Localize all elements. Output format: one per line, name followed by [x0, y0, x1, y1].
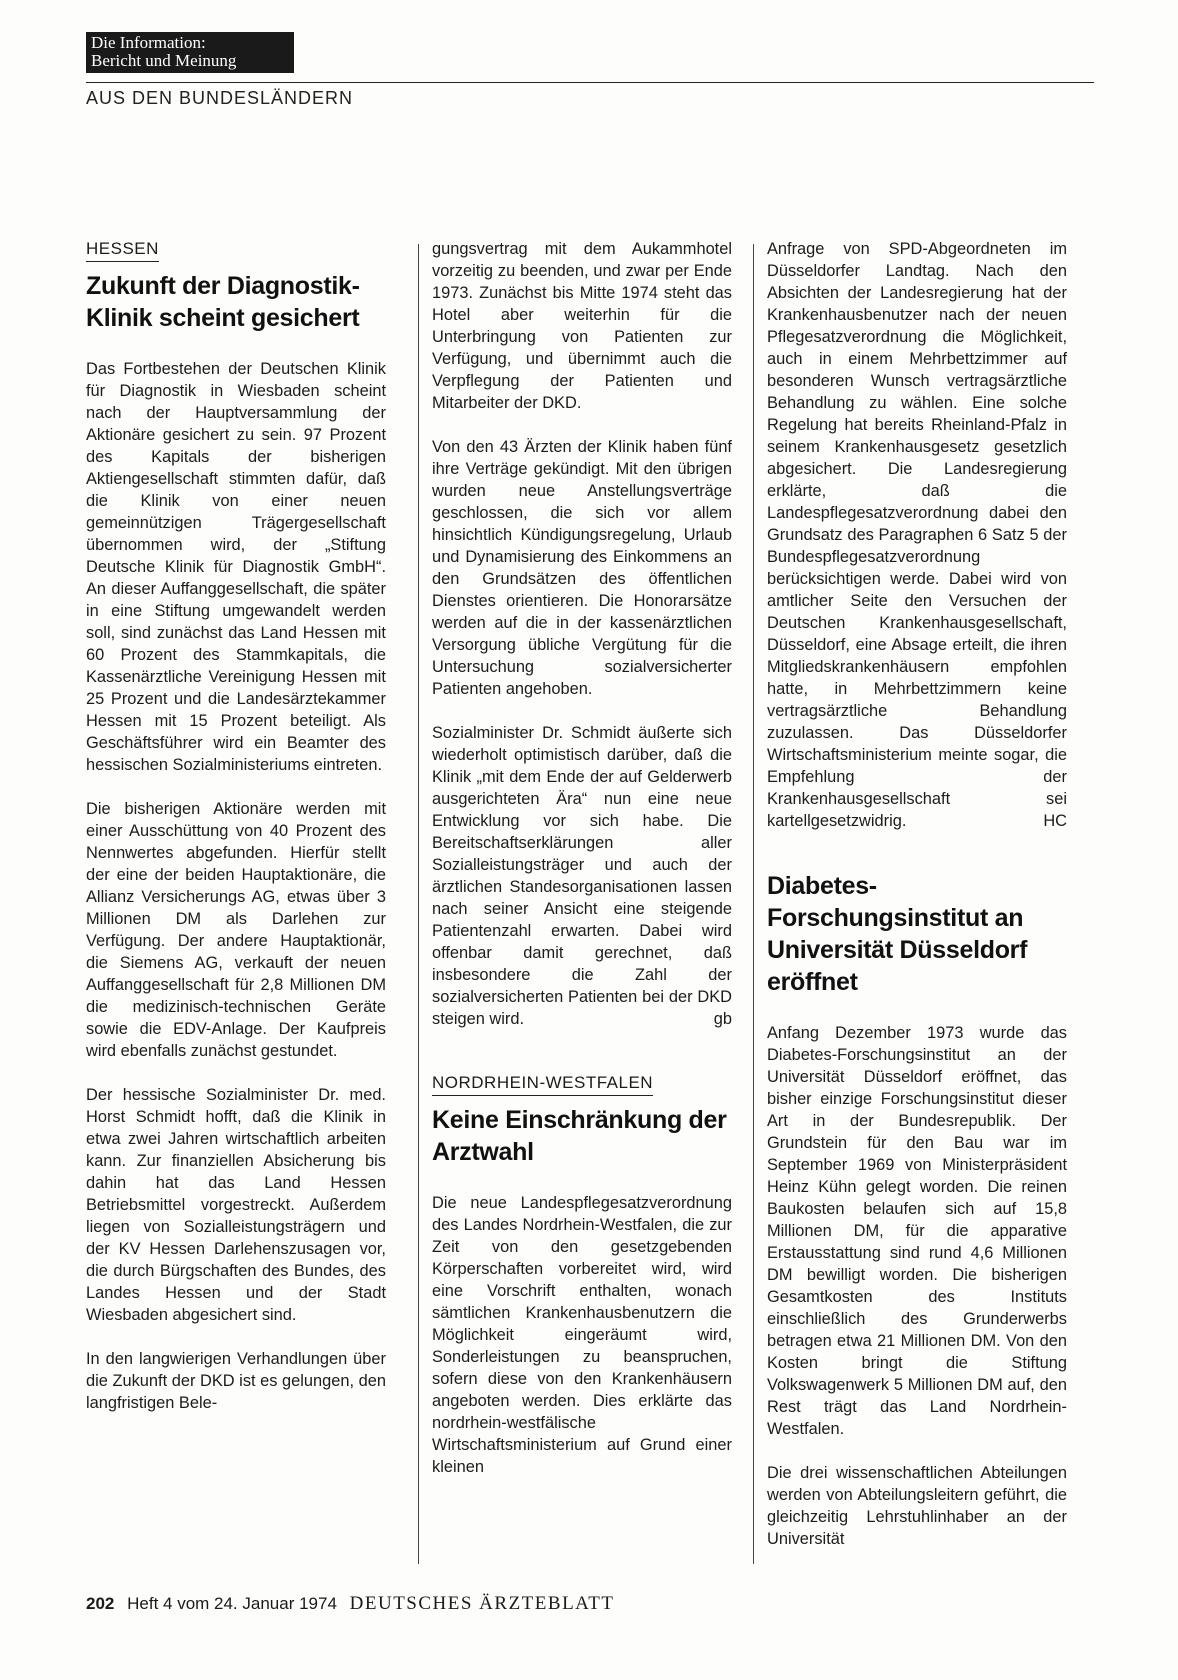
header-rule: [86, 82, 1094, 83]
issue-info: Heft 4 vom 24. Januar 1974: [127, 1594, 337, 1613]
paragraph: Von den 43 Ärzten der Klinik haben fünf ihre Verträge gekündigt. Mit den übrigen wurden neue Anstellungsverträge geschlossen, die sich vor allem hinsichtlich Kündigungsregelung, Urlaub und Dynamisierung des Einkommens an den Grundsätzen des öffentlichen Dienstes orientieren. Die Honorarsätze werden auf die in der kassenärztlichen Versorgung übliche Vergütung für die Untersuchung sozialversicherter Patienten angehoben.: [432, 438, 732, 698]
headline-arztwahl: Keine Einschränkung der Arztwahl: [432, 1106, 727, 1166]
headline-diagnostik-klinik: Zukunft der Diagnostik-Klinik scheint gesichert: [86, 272, 360, 332]
paragraph: [767, 238, 1067, 832]
column-2: [432, 238, 732, 1500]
paragraph: Die bisherigen Aktionäre werden mit einer Ausschüttung von 40 Prozent des Nennwertes abgefunden. Hierfür stellt der eine der beiden Hauptaktionäre, die Allianz Versicherungs AG, etwas über 3 Millionen DM als Darlehen zur Verfügung. Der andere Hauptaktionär, die Siemens AG, verkauft der neuen Auffanggesellschaft für 2,8 Millionen DM die medizinisch-technischen Geräte sowie die EDV-Anlage. Der Kaufpreis wird ebenfalls zunächst gestundet.: [86, 800, 386, 1060]
paragraph: Die neue Landespflegesatzverordnung des Landes Nordrhein-Westfalen, die zur Zeit von den gesetzgebenden Körperschaften vorbereitet wird, wird eine Vorschrift enthalten, wonach sämtlichen Krankenhausbenutzern die Möglichkeit eingeräumt wird, Sonderleistungen zu beanspruchen, sofern diese von den Krankenhäusern angeboten werden. Dies erklärte das nordrhein-westfälische Wirtschaftsministerium auf Grund einer kleinen: [432, 1194, 732, 1476]
paragraph: Der hessische Sozialminister Dr. med. Horst Schmidt hofft, daß die Klinik in etwa zwei Jahren wirtschaftlich arbeiten kann. Zur finanziellen Absicherung bis dahin hat das Land Hessen Betriebsmittel vorgestreckt. Außerdem liegen von Sozialleistungsträgern und der KV Hessen Darlehenszusagen vor, die durch Bürgschaften des Bundes, des Landes Hessen und der Stadt Wiesbaden abgesichert sind.: [86, 1086, 386, 1324]
column-rule-1: [418, 244, 419, 1564]
page-footer: [86, 1593, 615, 1615]
rubric-badge: [86, 32, 294, 73]
magazine-name: DEUTSCHES ÄRZTEBLATT: [349, 1593, 615, 1614]
paragraph: Das Fortbestehen der Deutschen Klinik für Diagnostik in Wiesbaden scheint nach der Hauptversammlung der Aktionäre gesichert zu sein. 97 Prozent des Kapitals der bisherigen Aktiengesellschaft stimmten dafür, daß die Klinik von einer neuen gemeinnützigen Trägergesellschaft übernommen wird, der „Stiftung Deutsche Klinik für Diagnostik GmbH“. An dieser Auffanggesellschaft, die später in eine Stiftung umgewandelt werden soll, sind zunächst das Land Hessen mit 60 Prozent des Stammkapitals, die Kassenärztliche Vereinigung Hessen mit 25 Prozent und die Landesärztekammer Hessen mit 15 Prozent beteiligt. Als Geschäftsführer wird ein Beamter des hessischen Sozialministeriums eintreten.: [86, 360, 386, 774]
paragraph: Die drei wissenschaftlichen Abteilungen werden von Abteilungsleitern geführt, die gleichzeitig Lehrstuhlinhaber an der Universität: [767, 1464, 1067, 1548]
column-1: [86, 238, 386, 1436]
column-3: [767, 238, 1067, 1572]
author-signature: gb: [713, 1010, 732, 1028]
headline-diabetes-institut: Diabetes-Forschungsinstitut an Universität Düsseldorf eröffnet: [767, 872, 1028, 996]
rubric-line-2: Bericht und Meinung: [91, 51, 237, 70]
paragraph: gungsvertrag mit dem Aukammhotel vorzeitig zu beenden, und zwar per Ende 1973. Zunächst bis Mitte 1974 steht das Hotel aber weiterhin für die Unterbringung von Patienten zur Verfügung, und übernimmt auch die Verpflegung der Patienten und Mitarbeiter der DKD.: [432, 240, 732, 412]
paragraph: [432, 722, 732, 1030]
page-number: 202: [86, 1594, 115, 1613]
paragraph: Anfang Dezember 1973 wurde das Diabetes-Forschungsinstitut an der Universität Düsseldorf eröffnet, das bisher einzige Forschungsinstitut dieser Art in der Bundesrepublik. Der Grundstein für den Bau war im September 1969 von Ministerpräsident Heinz Kühn gelegt worden. Die reinen Baukosten belaufen sich auf 15,8 Millionen DM, für die apparative Erstausstattung sind rund 4,6 Millionen DM bewilligt worden. Die bisherigen Gesamtkosten des Instituts einschließlich des Grunderwerbs betragen etwa 21 Millionen DM. Von den Kosten bringt die Stiftung Volkswagenwerk 5 Millionen DM auf, den Rest trägt das Land Nordrhein-Westfalen.: [767, 1024, 1067, 1438]
kicker-hessen: HESSEN: [86, 238, 159, 262]
kicker-nordrhein-westfalen: NORDRHEIN-WESTFALEN: [432, 1072, 653, 1096]
section-title: AUS DEN BUNDESLÄNDERN: [86, 88, 354, 108]
paragraph: In den langwierigen Verhandlungen über die Zukunft der DKD ist es gelungen, den langfristigen Bele-: [86, 1350, 386, 1412]
rubric-line-1: Die Information:: [91, 33, 206, 52]
paragraph-text: Sozialminister Dr. Schmidt äußerte sich wiederholt optimistisch darüber, daß die Klinik „mit dem Ende der auf Gelderwerb ausgerichteten Ära“ nun eine neue Entwicklung vor sich habe. Die Bereitschaftserklärungen aller Sozialleistungsträger und auch der ärztlichen Standesorganisationen lassen nach seiner Ansicht eine steigende Patientenzahl erwarten. Dabei wird offenbar damit gerechnet, daß insbesondere die Zahl der sozialversicherten Patienten bei der DKD steigen wird.: [432, 724, 732, 1028]
author-signature: HC: [1043, 812, 1067, 830]
paragraph-text: Anfrage von SPD-Abgeordneten im Düsseldorfer Landtag. Nach den Absichten der Landesregierung hat der Krankenhausbenutzer nach der neuen Pflegesatzverordnung die Möglichkeit, auch in einem Mehrbettzimmer auf besonderen Wunsch vertragsärztliche Behandlung zu wählen. Eine solche Regelung hat bereits Rheinland-Pfalz in seinem Krankenhausgesetz gesetzlich abgesichert. Die Landesregierung erklärte, daß die Landespflegesatzverordnung dabei den Grundsatz des Paragraphen 6 Satz 5 der Bundespflegesatzverordnung berücksichtigen werde. Dabei wird von amtlicher Seite den Versuchen der Deutschen Krankenhausgesellschaft, Düsseldorf, eine Absage erteilt, die ihren Mitgliedskrankenhäusern empfohlen hatte, in Mehrbettzimmern keine vertragsärztliche Behandlung zuzulassen. Das Düsseldorfer Wirtschaftsministerium meinte sogar, die Empfehlung der Krankenhausgesellschaft sei kartellgesetzwidrig.: [767, 240, 1067, 830]
column-rule-2: [753, 244, 754, 1564]
